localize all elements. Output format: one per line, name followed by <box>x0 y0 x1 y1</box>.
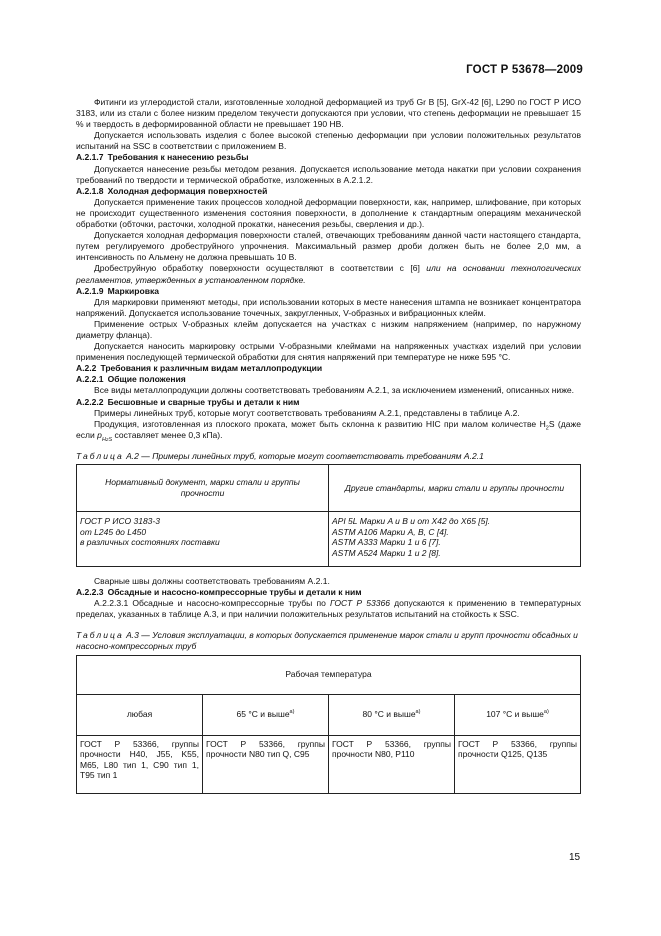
table-cell: ГОСТ Р 53366, группы прочности Q125, Q135 <box>455 735 581 793</box>
table-a2-caption <box>76 451 581 462</box>
paragraph-italic-text: ГОСТ Р 53366 <box>330 598 390 609</box>
paragraph: Допускается холодная деформация поверхности сталей, отвечающих требованиям данной части настоящего стандарта, путем регулируемого дробеструйного упрочнения. Максимальный размер дроби должен быть не более 2,0 мм, а интенсивность по Альмену не должна превышать 10 В. <box>76 230 581 263</box>
partial-pressure-symbol: p <box>97 429 102 440</box>
subscript <box>102 437 112 443</box>
paragraph-text: Дробеструйную обработку поверхности осуществляют в соответствии с [6] <box>94 263 427 274</box>
table-header-row <box>77 655 581 694</box>
table-cell <box>77 512 329 567</box>
paragraph: Для маркировки применяют методы, при использовании которых в месте нанесения штампа не возникает концентратора напряжений. Допускается использование точечных, закругленных, V-образных и вибрационных клейм. <box>76 296 581 318</box>
section-title: Требования к различным видам металлопродукции <box>100 363 323 374</box>
table-caption-text: А.2 — Примеры линейных труб, которые могут соответствовать требованиям А.2.1 <box>123 450 484 461</box>
cell-line: ASTM A106 Марки A, B, C [4]. <box>332 526 449 537</box>
section-number: А.2.1.8 <box>76 185 104 196</box>
section-title: Бесшовные и сварные трубы и детали к ним <box>107 396 300 407</box>
cell-line: ASTM A333 Марки 1 и 6 [7]. <box>332 537 441 548</box>
subscript-text: H <box>101 436 106 443</box>
section-title: Требования к нанесению резьбы <box>107 152 249 163</box>
cell-line: API 5L Марки A и B и от X42 до X65 [5]. <box>332 516 491 526</box>
paragraph: Допускается применение таких процессов холодной деформации поверхности, как, например, шлифование, при которых не происходит существенного изменения состояния поверхности, в дополнение к стандартным операциям механической обработки (обточки, расточки, холодной прокатки, нанесения резьбы, сверления и др.). <box>76 196 581 230</box>
paragraph-text: Продукция, изготовленная из плоского проката, может быть склонна к развитию HIC при малом количестве H <box>94 418 546 429</box>
section-heading-a219 <box>76 286 581 297</box>
section-number: А.2.2.2 <box>76 396 104 407</box>
table-caption-word: Таблица <box>76 450 124 461</box>
paragraph <box>76 263 581 285</box>
paragraph: Допускается нанесение резьбы методом резания. Допускается использование метода накатки при условии сохранения требований по твердости и термической обработке, изложенных в А.2.1.2. <box>76 163 581 185</box>
footnote-mark: а) <box>415 709 421 716</box>
page-content <box>76 97 581 794</box>
section-heading-a221 <box>76 374 581 385</box>
table-cell: ГОСТ Р 53366, группы прочности N80 тип Q, C95 <box>203 735 329 793</box>
section-number: А.2.1.9 <box>76 285 104 296</box>
paragraph-italic-text: или на основании технологических регламентов, утвержденных в установленном порядке. <box>76 263 581 285</box>
paragraph: Сварные швы должны соответствовать требованиям А.2.1. <box>94 576 330 586</box>
table-header-cell: Нормативный документ, марки стали и группы прочности <box>77 465 329 512</box>
section-heading-a218 <box>76 186 581 197</box>
header-text: 80 °С и выше <box>362 709 416 720</box>
paragraph: Применение острых V-образных клейм допускается на участках с низким напряжением (например, по наружному диаметру фланца). <box>76 318 581 340</box>
paragraph <box>76 598 581 620</box>
section-heading-a222 <box>76 397 581 408</box>
subscript-text: S <box>108 436 113 443</box>
table-cell: ГОСТ Р 53366, группы прочности N80, P110 <box>329 735 455 793</box>
table-header-cell <box>329 694 455 735</box>
section-title: Холодная деформация поверхностей <box>107 185 268 196</box>
footnote-mark: а) <box>543 709 549 716</box>
table-row <box>77 512 581 567</box>
table-cell <box>329 512 581 567</box>
section-number: А.2.2 <box>76 363 97 374</box>
paragraph-text: составляет менее 0,3 кПа). <box>112 429 223 440</box>
table-header-cell <box>203 694 329 735</box>
section-heading-a223 <box>76 587 581 598</box>
document-code-header: ГОСТ Р 53678—2009 <box>466 64 583 76</box>
section-heading-a22 <box>76 363 581 374</box>
paragraph-text: А.2.2.3.1 Обсадные и насосно-компрессорные трубы по <box>94 598 331 609</box>
header-text: 107 °С и выше <box>486 709 544 720</box>
paragraph: Допускается использовать изделия с более высокой степенью деформации при условии положительных результатов испытаний на SSC в соответствии с приложением B. <box>76 130 581 152</box>
section-title: Маркировка <box>107 285 160 296</box>
table-header-cell <box>455 694 581 735</box>
table-header-row <box>77 465 581 512</box>
header-text: 65 °С и выше <box>236 709 290 720</box>
cell-line: ASTM A524 Марки 1 и 2 [8]. <box>332 547 441 558</box>
table-a2 <box>76 464 581 567</box>
table-row <box>77 735 581 793</box>
section-title: Общие положения <box>107 374 186 385</box>
section-number: А.2.2.3 <box>76 587 104 598</box>
table-header-cell: Другие стандарты, марки стали и группы прочности <box>329 465 581 512</box>
cell-line: в различных состояниях поставки <box>80 537 220 548</box>
paragraph <box>76 419 581 441</box>
footnote-mark: а) <box>289 709 295 716</box>
paragraph: Примеры линейных труб, которые могут соответствовать требованиям А.2.1, представлены в таблице А.2. <box>94 407 520 418</box>
cell-line: ГОСТ Р ИСО 3183-3 <box>80 516 160 526</box>
paragraph: Все виды металлопродукции должны соответствовать требованиям А.2.1, за исключением изменений, описанных ниже. <box>94 385 575 396</box>
table-subheader-row <box>77 694 581 735</box>
cell-line: от L245 до L450 <box>80 526 147 537</box>
page-number: 15 <box>569 852 581 863</box>
section-heading-a217 <box>76 152 581 163</box>
paragraph: Фитинги из углеродистой стали, изготовленные холодной деформацией из труб Gr B [5], GrX-42 [6], L290 по ГОСТ Р ИСО 3183, или из стали с более низким пределом текучести допускаются при условии, что степень деформации не превышает 15 % и твердость в деформированной области не превышает 190 HB. <box>76 97 581 130</box>
table-header-cell: Рабочая температура <box>77 655 581 694</box>
section-title: Обсадные и насосно-компрессорные трубы и детали к ним <box>107 587 362 598</box>
section-number: А.2.1.7 <box>76 152 104 163</box>
paragraph: Допускается наносить маркировку острыми V-образными клеймами на напряженных участках изделий при условии применения последующей термической обработки для снятия напряжений при температуре не ниже 595 °С. <box>76 341 581 363</box>
subscript: 2 <box>545 425 549 432</box>
table-caption-text: А.3 — Условия эксплуатации, в которых допускается применение марок стали и групп прочности обсадных и насосно-компрессорных труб <box>76 630 578 652</box>
table-caption-word: Таблица <box>76 630 124 641</box>
subscript-text: 2 <box>105 436 109 442</box>
table-cell: ГОСТ Р 53366, группы прочности H40, J55, K55, M65, L80 тип 1, C90 тип 1, T95 тип 1 <box>77 735 203 793</box>
table-header-cell: любая <box>77 694 203 735</box>
table-a3-caption <box>76 630 581 652</box>
section-number: А.2.2.1 <box>76 374 104 385</box>
table-a3 <box>76 655 581 794</box>
paragraph-text: S (даже если <box>76 418 581 440</box>
paragraph-text: допускаются к применению в температурных пределах, указанных в таблице А.3, и при наличии положительных результатов испытаний на стойкость к SSC. <box>76 598 581 620</box>
